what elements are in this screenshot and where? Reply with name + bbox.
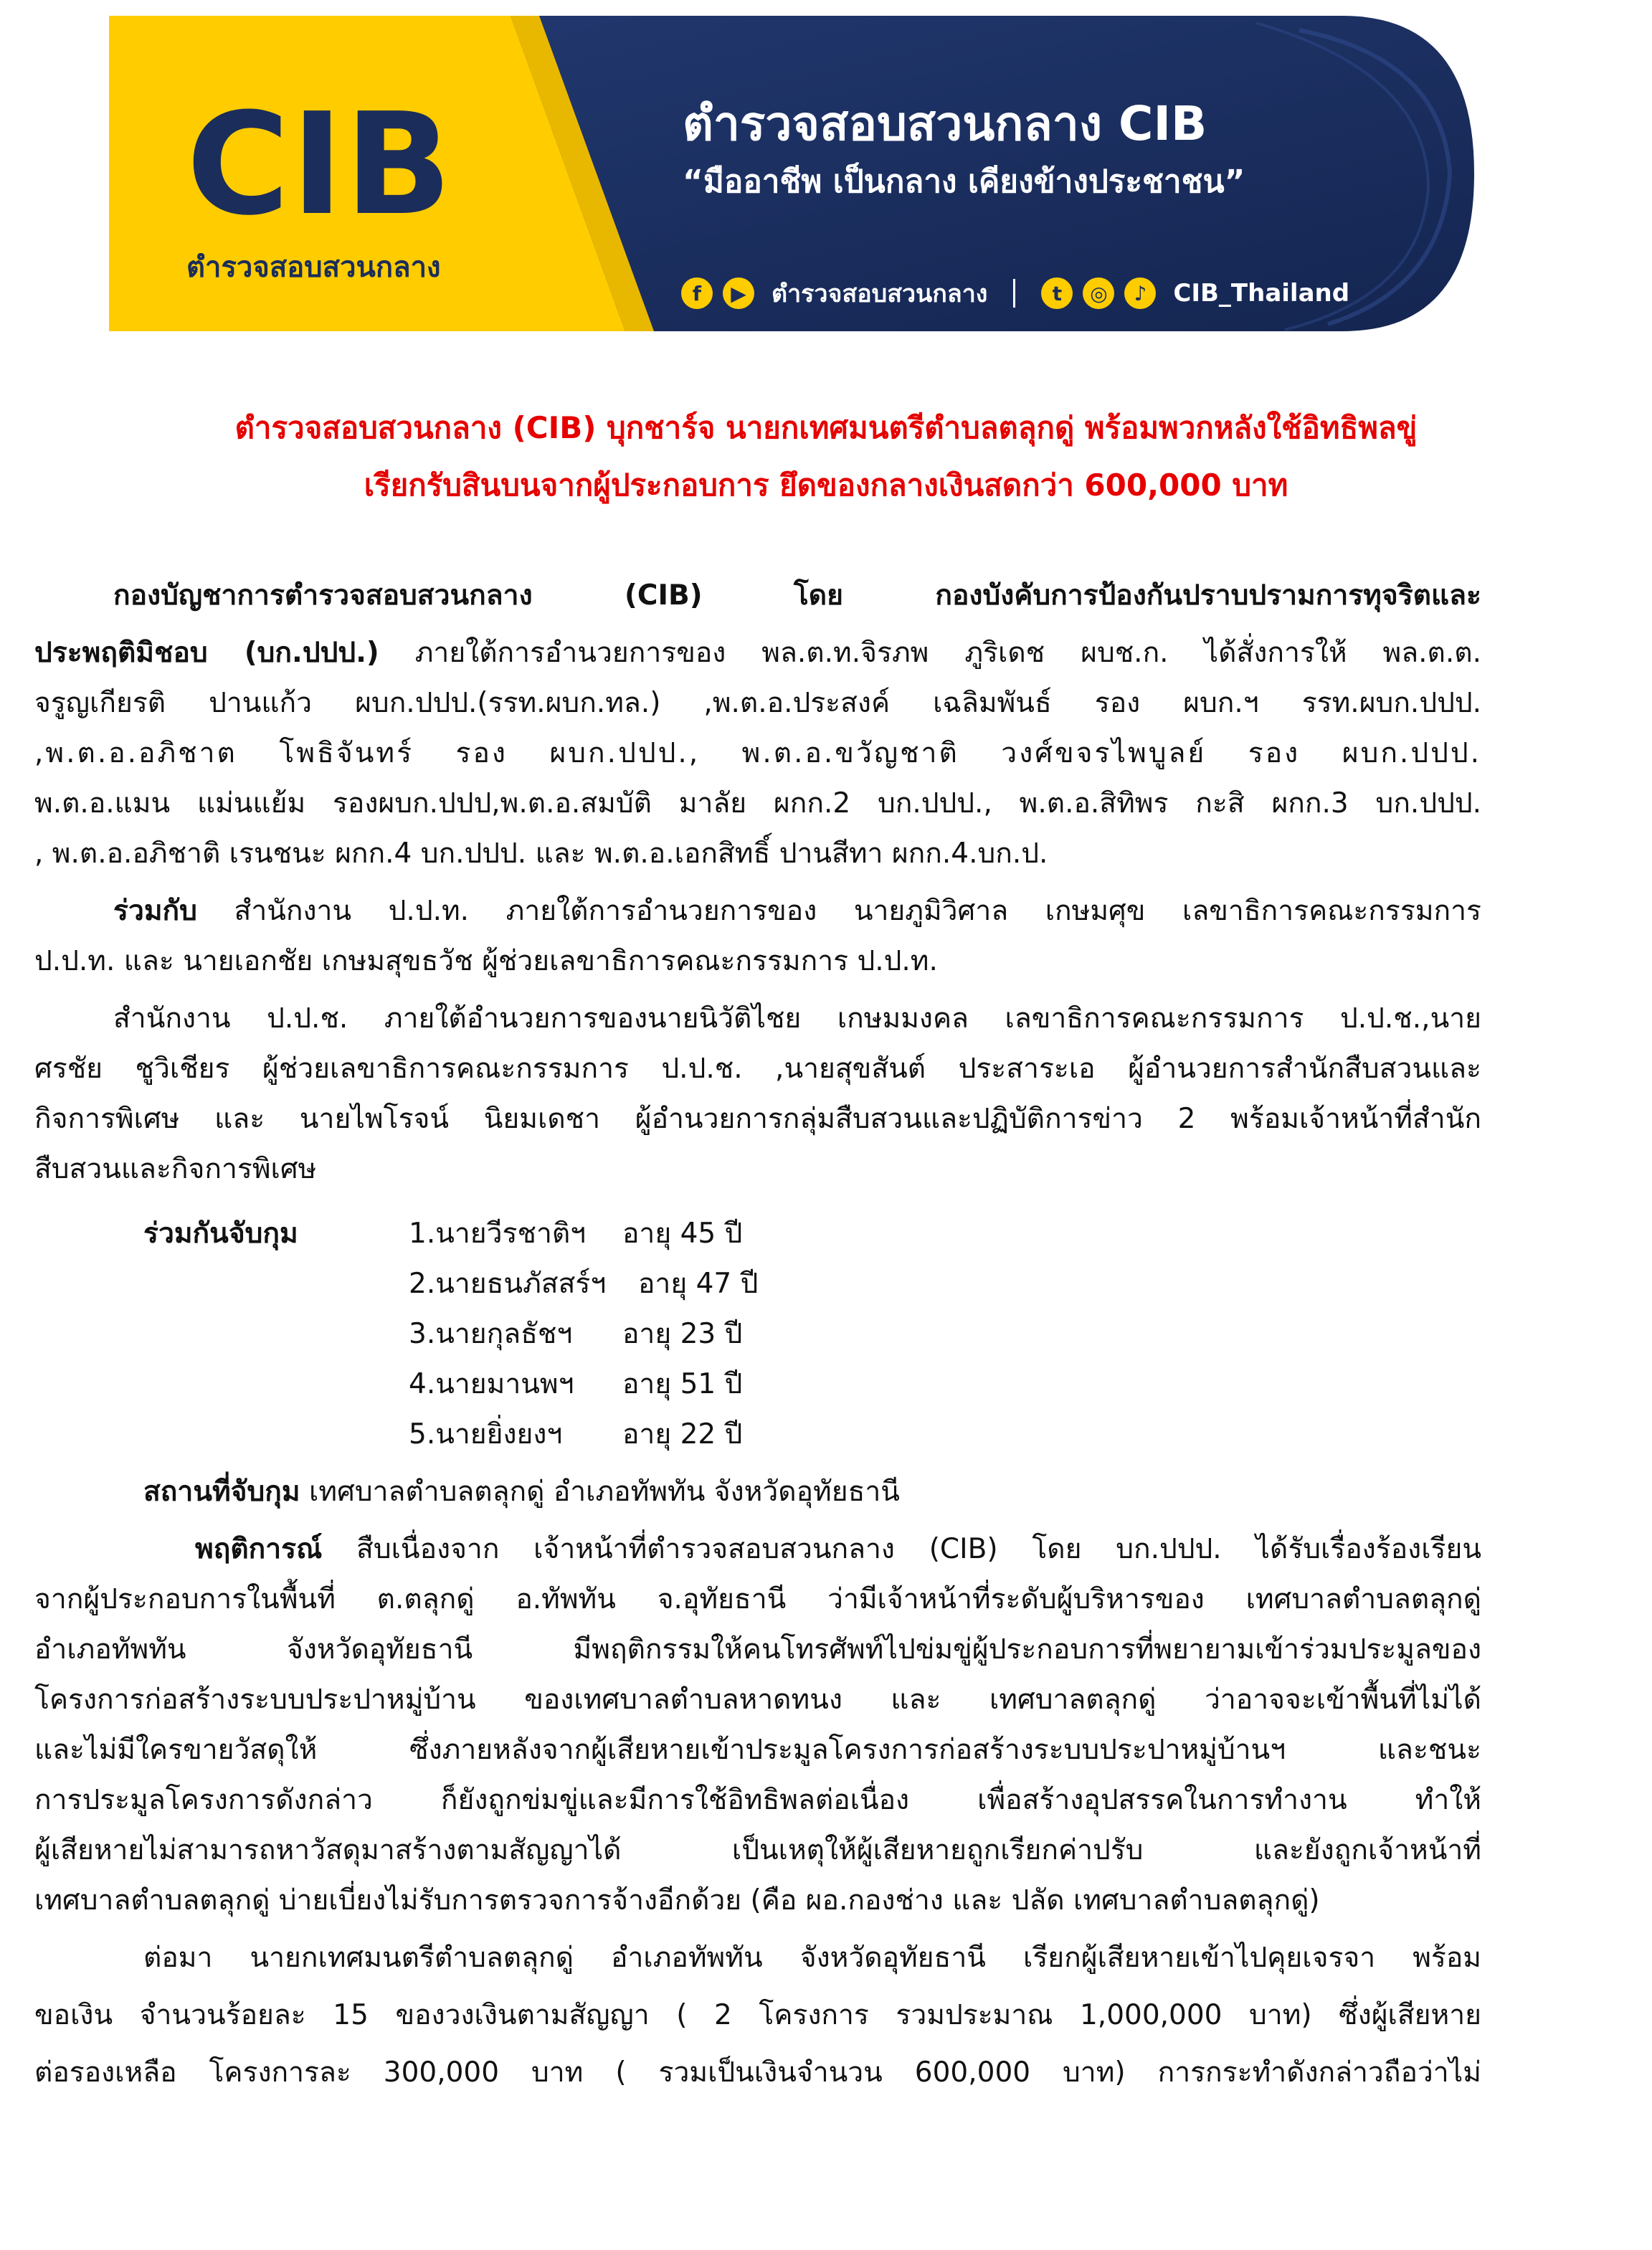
location-label: สถานที่จับกุม [143, 1476, 300, 1508]
suspect-age: อายุ 51 ปี [622, 1368, 743, 1400]
social-row [681, 275, 1349, 311]
suspect-age: อายุ 45 ปี [622, 1217, 743, 1250]
suspect-name: 3.นายกุลธัชฯ [409, 1318, 573, 1350]
youtube-icon[interactable]: ▶ [723, 277, 754, 309]
intro-line-6: , พ.ต.อ.อภิชาติ เรนชนะ ผกก.4 บก.ปปป. และ พ.ต.อ.เอกสิทธิ์ ปานสีทา ผกก.4.บก.ป. [34, 837, 1048, 870]
division-name: โดย กองบังคับการป้องกันปราบปรามการทุจริตและ [793, 579, 1481, 612]
tiktok-icon[interactable]: ♪ [1124, 277, 1156, 309]
headline-line-2: เรียกรับสินบนจากผู้ประกอบการ ยึดของกลางเงินสดกว่า 600,000 บาท [364, 467, 1288, 503]
partner2-line-1: สำนักงาน ป.ป.ช. ภายใต้อำนวยการของนายนิวัติไชย เกษมมงคล เลขาธิการคณะกรรมการ ป.ป.ช.,นาย [113, 1002, 1481, 1035]
behavior-line-1 [34, 1524, 1481, 1575]
suspect-name: 4.นายมานพฯ [409, 1368, 574, 1400]
suspect-age: อายุ 23 ปี [622, 1318, 743, 1350]
behavior-text-1: สืบเนื่องจาก เจ้าหน้าที่ตำรวจสอบสวนกลาง (CIB) โดย บก.ปปป. ได้รับเรื่องร้องเรียน [356, 1533, 1481, 1565]
partner-label: ร่วมกับ [113, 895, 197, 927]
suspect-name: 5.นายยิ่งยงฯ [409, 1418, 563, 1451]
behavior-line-7: ผู้เสียหายไม่สามารถหาวัสดุมาสร้างตามสัญญาได้ เป็นเหตุให้ผู้เสียหายถูกเรียกค่าปรับ และยังถูกเจ้าหน้าที่ [34, 1834, 1481, 1866]
partner2-line-3: กิจการพิเศษ และ นายไพโรจน์ นิยมเดชา ผู้อำนวยการกลุ่มสืบสวนและปฏิบัติการข่าว 2 พร้อมเจ้าหน้าที่สำนัก [34, 1103, 1481, 1135]
agency-name: กองบัญชาการตำรวจสอบสวนกลาง (CIB) [113, 579, 703, 612]
intro-line-2 [34, 628, 1481, 678]
arrest-label: ร่วมกันจับกุม [143, 1217, 298, 1250]
partner2-line-2: ศรชัย ชูวิเชียร ผู้ช่วยเลขาธิการคณะกรรมการ ป.ป.ช. ,นายสุขสันต์ ประสาระเอ ผู้อำนวยการสำนักสืบสวนและ [34, 1053, 1481, 1085]
followup-line-2: ขอเงิน จำนวนร้อยละ 15 ของวงเงินตามสัญญา ( 2 โครงการ รวมประมาณ 1,000,000 บาท) ซึ่งผู้เสียหาย [34, 1999, 1481, 2031]
suspect-name: 1.นายวีรชาติฯ [409, 1217, 587, 1250]
intro-line-3: จรูญเกียรติ ปานแก้ว ผบก.ปปป.(รรท.ผบก.ทล.) ,พ.ต.อ.ประสงค์ เฉลิมพันธ์ รอง ผบก.ฯ รรท.ผบก.ปปป. [34, 687, 1481, 719]
suspect-age: อายุ 22 ปี [622, 1418, 743, 1451]
social-name-th[interactable]: ตำรวจสอบสวนกลาง [772, 280, 988, 308]
partner1-line-2: ป.ป.ท. และ นายเอกชัย เกษมสุขธวัช ผู้ช่วยเลขาธิการคณะกรรมการ ป.ป.ท. [34, 945, 938, 977]
social-handle[interactable]: CIB_Thailand [1173, 279, 1350, 308]
followup-line-3: ต่อรองเหลือ โครงการละ 300,000 บาท ( รวมเป็นเงินจำนวน 600,000 บาท) การกระทำดังกล่าวถือว่าไม่ [34, 2056, 1481, 2089]
cib-banner [109, 16, 1474, 331]
twitter-icon[interactable]: t [1041, 277, 1073, 309]
intro-text-2: ภายใต้การอำนวยการของ พล.ต.ท.จิรภพ ภูริเดช ผบช.ก. ได้สั่งการให้ พล.ต.ต. [414, 637, 1481, 669]
division-abbrev: ประพฤติมิชอบ (บก.ปปป.) [34, 637, 379, 669]
intro-line-4: ,พ.ต.อ.อภิชาต โพธิจันทร์ รอง ผบก.ปปป., พ.ต.อ.ขวัญชาติ วงศ์ขจรไพบูลย์ รอง ผบก.ปปป. [34, 737, 1481, 769]
intro-line-1 [34, 571, 1481, 621]
behavior-line-3: อำเภอทัพทัน จังหวัดอุทัยธานี มีพฤติกรรมให้คนโทรศัพท์ไปข่มขู่ผู้ประกอบการที่พยายามเข้าร่วมประมูลของ [34, 1633, 1481, 1666]
location-text: เทศบาลตำบลตลุกดู่ อำเภอทัพทัน จังหวัดอุทัยธานี [309, 1476, 900, 1508]
social-divider [1013, 279, 1015, 308]
intro-line-5: พ.ต.อ.แมน แม่นแย้ม รองผบก.ปปป,พ.ต.อ.สมบัติ มาลัย ผกก.2 บก.ปปป., พ.ต.อ.สิทิพร กะสิ ผกก.3 บก.ปปป. [34, 787, 1481, 820]
suspect-name: 2.นายธนภัสสร์ฯ [409, 1268, 607, 1300]
followup-line-1: ต่อมา นายกเทศมนตรีตำบลตลุกดู่ อำเภอทัพทัน จังหวัดอุทัยธานี เรียกผู้เสียหายเข้าไปคุยเจรจา พร้อม [143, 1942, 1481, 1974]
behavior-line-8: เทศบาลตำบลตลุกดู่ บ่ายเบี่ยงไม่รับการตรวจการจ้างอีกด้วย (คือ ผอ.กองช่าง และ ปลัด เทศบาลตำบลตลุกดู่) [34, 1884, 1320, 1917]
cib-logo: CIB [186, 83, 454, 247]
logo-subtitle: ตำรวจสอบสวนกลาง [186, 251, 441, 284]
behavior-line-4: โครงการก่อสร้างระบบประปาหมู่บ้าน ของเทศบาลตำบลหาดทนง และ เทศบาลตลุกดู่ ว่าอาจจะเข้าพื้นที่ไม่ได้ [34, 1684, 1481, 1716]
facebook-icon[interactable]: f [681, 277, 713, 309]
instagram-icon[interactable]: ◎ [1083, 277, 1114, 309]
headline-line-1: ตำรวจสอบสวนกลาง (CIB) บุกชาร์จ นายกเทศมนตรีตำบลตลุกดู่ พร้อมพวกหลังใช้อิทธิพลขู่ [234, 410, 1418, 445]
banner-slogan: “มืออาชีพ เป็นกลาง เคียงข้างประชาชน” [683, 163, 1245, 200]
partner2-line-4: สืบสวนและกิจการพิเศษ [34, 1153, 317, 1185]
suspect-age: อายุ 47 ปี [638, 1268, 759, 1300]
banner-title: ตำรวจสอบสวนกลาง CIB [683, 96, 1207, 151]
behavior-line-6: การประมูลโครงการดังกล่าว ก็ยังถูกข่มขู่และมีการใช้อิทธิพลต่อเนื่อง เพื่อสร้างอุปสรรคในการทำงาน ทำให้ [34, 1784, 1481, 1816]
behavior-line-2: จากผู้ประกอบการในพื้นที่ ต.ตลุกดู่ อ.ทัพทัน จ.อุทัยธานี ว่ามีเจ้าหน้าที่ระดับผู้บริหารของ เทศบาลตำบลตลุกดู่ [34, 1583, 1481, 1615]
partner1-line-1 [34, 886, 1481, 936]
location-line [34, 1467, 1590, 1517]
behavior-line-5: และไม่มีใครขายวัสดุให้ ซึ่งภายหลังจากผู้เสียหายเข้าประมูลโครงการก่อสร้างระบบประปาหมู่บ้านฯ และชนะ [34, 1734, 1481, 1766]
behavior-label: พฤติการณ์ [195, 1533, 323, 1565]
partner1-text: สำนักงาน ป.ป.ท. ภายใต้การอำนวยการของ นายภูมิวิศาล เกษมศุข เลขาธิการคณะกรรมการ [234, 895, 1481, 927]
